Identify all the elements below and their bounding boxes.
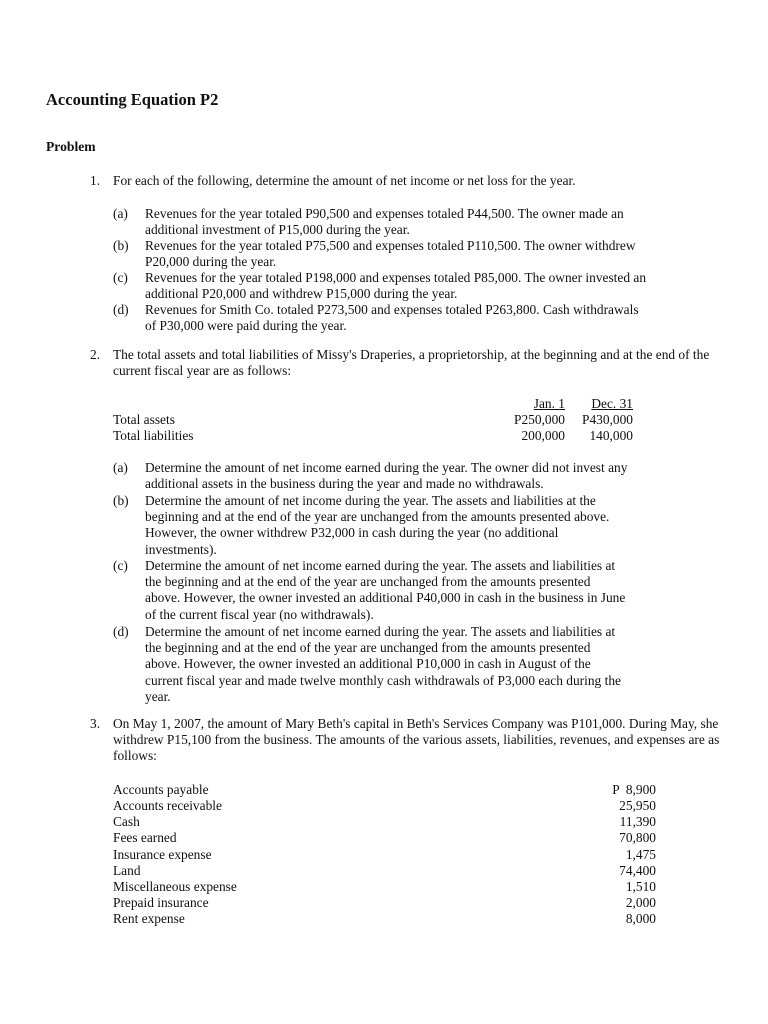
account-name: Insurance expense (113, 847, 212, 862)
account-name: Cash (113, 814, 140, 829)
table-row (113, 412, 633, 428)
subquestion-2c (113, 558, 628, 623)
subquestion-text: Revenues for the year totaled P75,500 and expenses totaled P110,500. The owner withdrew P20,000 during the year. (145, 238, 636, 270)
question-number: 2. (90, 347, 101, 362)
account-name: Fees earned (113, 830, 177, 845)
row-label: Total liabilities (113, 428, 194, 443)
question-text: On May 1, 2007, the amount of Mary Beth's capital in Beth's Services Company was P101,000. During May, she withdrew P15,100 from the business. The amounts of the various assets, liabilities, revenues, and expenses are as follows: (113, 716, 720, 764)
account-value: 70,800 (619, 830, 656, 845)
subquestion-1b (113, 238, 653, 270)
cell-value: 200,000 (521, 428, 565, 443)
subquestion-label: (a) (113, 460, 128, 475)
subquestion-label: (d) (113, 624, 129, 639)
question-1 (90, 173, 720, 189)
account-name: Miscellaneous expense (113, 879, 237, 894)
subquestion-text: Determine the amount of net income earned during the year. The assets and liabilities at the beginning and at the end of the year are unchanged from the amounts presented above. However, the owner invested an additional P40,000 in cash in the business in June of the current fiscal year (no withdrawals). (145, 558, 626, 622)
question-number: 3. (90, 716, 101, 731)
account-name: Rent expense (113, 911, 185, 926)
column-header: Jan. 1 (533, 396, 565, 411)
subquestion-label: (a) (113, 206, 128, 221)
question-text: For each of the following, determine the amount of net income or net loss for the year. (113, 173, 576, 188)
subquestion-label: (d) (113, 302, 129, 317)
account-row (113, 814, 656, 830)
account-value: 1,475 (625, 847, 656, 862)
account-value: 2,000 (625, 895, 656, 910)
table-header-row (113, 396, 633, 412)
column-header: Dec. 31 (591, 396, 633, 411)
account-row (113, 863, 656, 879)
account-row (113, 782, 656, 798)
account-value: 11,390 (619, 814, 656, 829)
subquestion-text: Determine the amount of net income earned during the year. The owner did not invest any additional assets in the business during the year and made no withdrawals. (145, 460, 628, 492)
question-number: 1. (90, 173, 101, 188)
subquestion-text: Determine the amount of net income during the year. The assets and liabilities at the beginning and at the end of the year are unchanged from the amounts presented above. However, the owner withdrew P32,000 in cash during the year (no additional investments). (145, 493, 610, 557)
subquestion-text: Revenues for the year totaled P90,500 and expenses totaled P44,500. The owner made an additional investment of P15,000 during the year. (145, 206, 624, 238)
subquestion-label: (b) (113, 238, 129, 253)
subquestion-1c (113, 270, 653, 302)
question-2 (90, 347, 720, 379)
subquestion-2d (113, 624, 628, 705)
question-3 (90, 716, 720, 765)
subquestion-label: (c) (113, 558, 128, 573)
subquestion-text: Revenues for Smith Co. totaled P273,500 and expenses totaled P263,800. Cash withdrawals of P30,000 were paid during the year. (145, 302, 639, 334)
subquestion-1a (113, 206, 653, 238)
subquestion-text: Revenues for the year totaled P198,000 and expenses totaled P85,000. The owner invested an additional P20,000 and withdrew P15,000 during the year. (145, 270, 647, 302)
page-title: Accounting Equation P2 (46, 90, 219, 109)
account-row (113, 798, 656, 814)
account-value: 1,510 (625, 879, 656, 894)
account-row (113, 911, 656, 927)
account-row (113, 879, 656, 895)
question-text: The total assets and total liabilities of Missy's Draperies, a proprietorship, at the beginning and at the end of the current fiscal year are as follows: (113, 347, 710, 379)
cell-value: 140,000 (589, 428, 633, 443)
account-row (113, 895, 656, 911)
subquestion-label: (c) (113, 270, 128, 285)
account-value: P 8,900 (612, 782, 656, 797)
account-value: 74,400 (619, 863, 656, 878)
table-row (113, 428, 633, 444)
account-row (113, 847, 656, 863)
account-name: Land (113, 863, 141, 878)
subquestion-1d (113, 302, 653, 334)
subquestion-2b (113, 493, 628, 558)
account-value: 25,950 (619, 798, 656, 813)
row-label: Total assets (113, 412, 175, 427)
section-heading: Problem (46, 139, 96, 154)
subquestion-2a (113, 460, 628, 492)
account-name: Prepaid insurance (113, 895, 209, 910)
cell-value: P430,000 (582, 412, 633, 427)
account-name: Accounts receivable (113, 798, 222, 813)
account-row (113, 830, 656, 846)
account-value: 8,000 (625, 911, 656, 926)
account-name: Accounts payable (113, 782, 209, 797)
cell-value: P250,000 (514, 412, 565, 427)
subquestion-text: Determine the amount of net income earned during the year. The assets and liabilities at the beginning and at the end of the year are unchanged from the amounts presented above. However, the owner invested an additional P10,000 in cash in August of the current fiscal year and made twelve monthly cash withdrawals of P3,000 each during the year. (145, 624, 621, 704)
subquestion-label: (b) (113, 493, 129, 508)
